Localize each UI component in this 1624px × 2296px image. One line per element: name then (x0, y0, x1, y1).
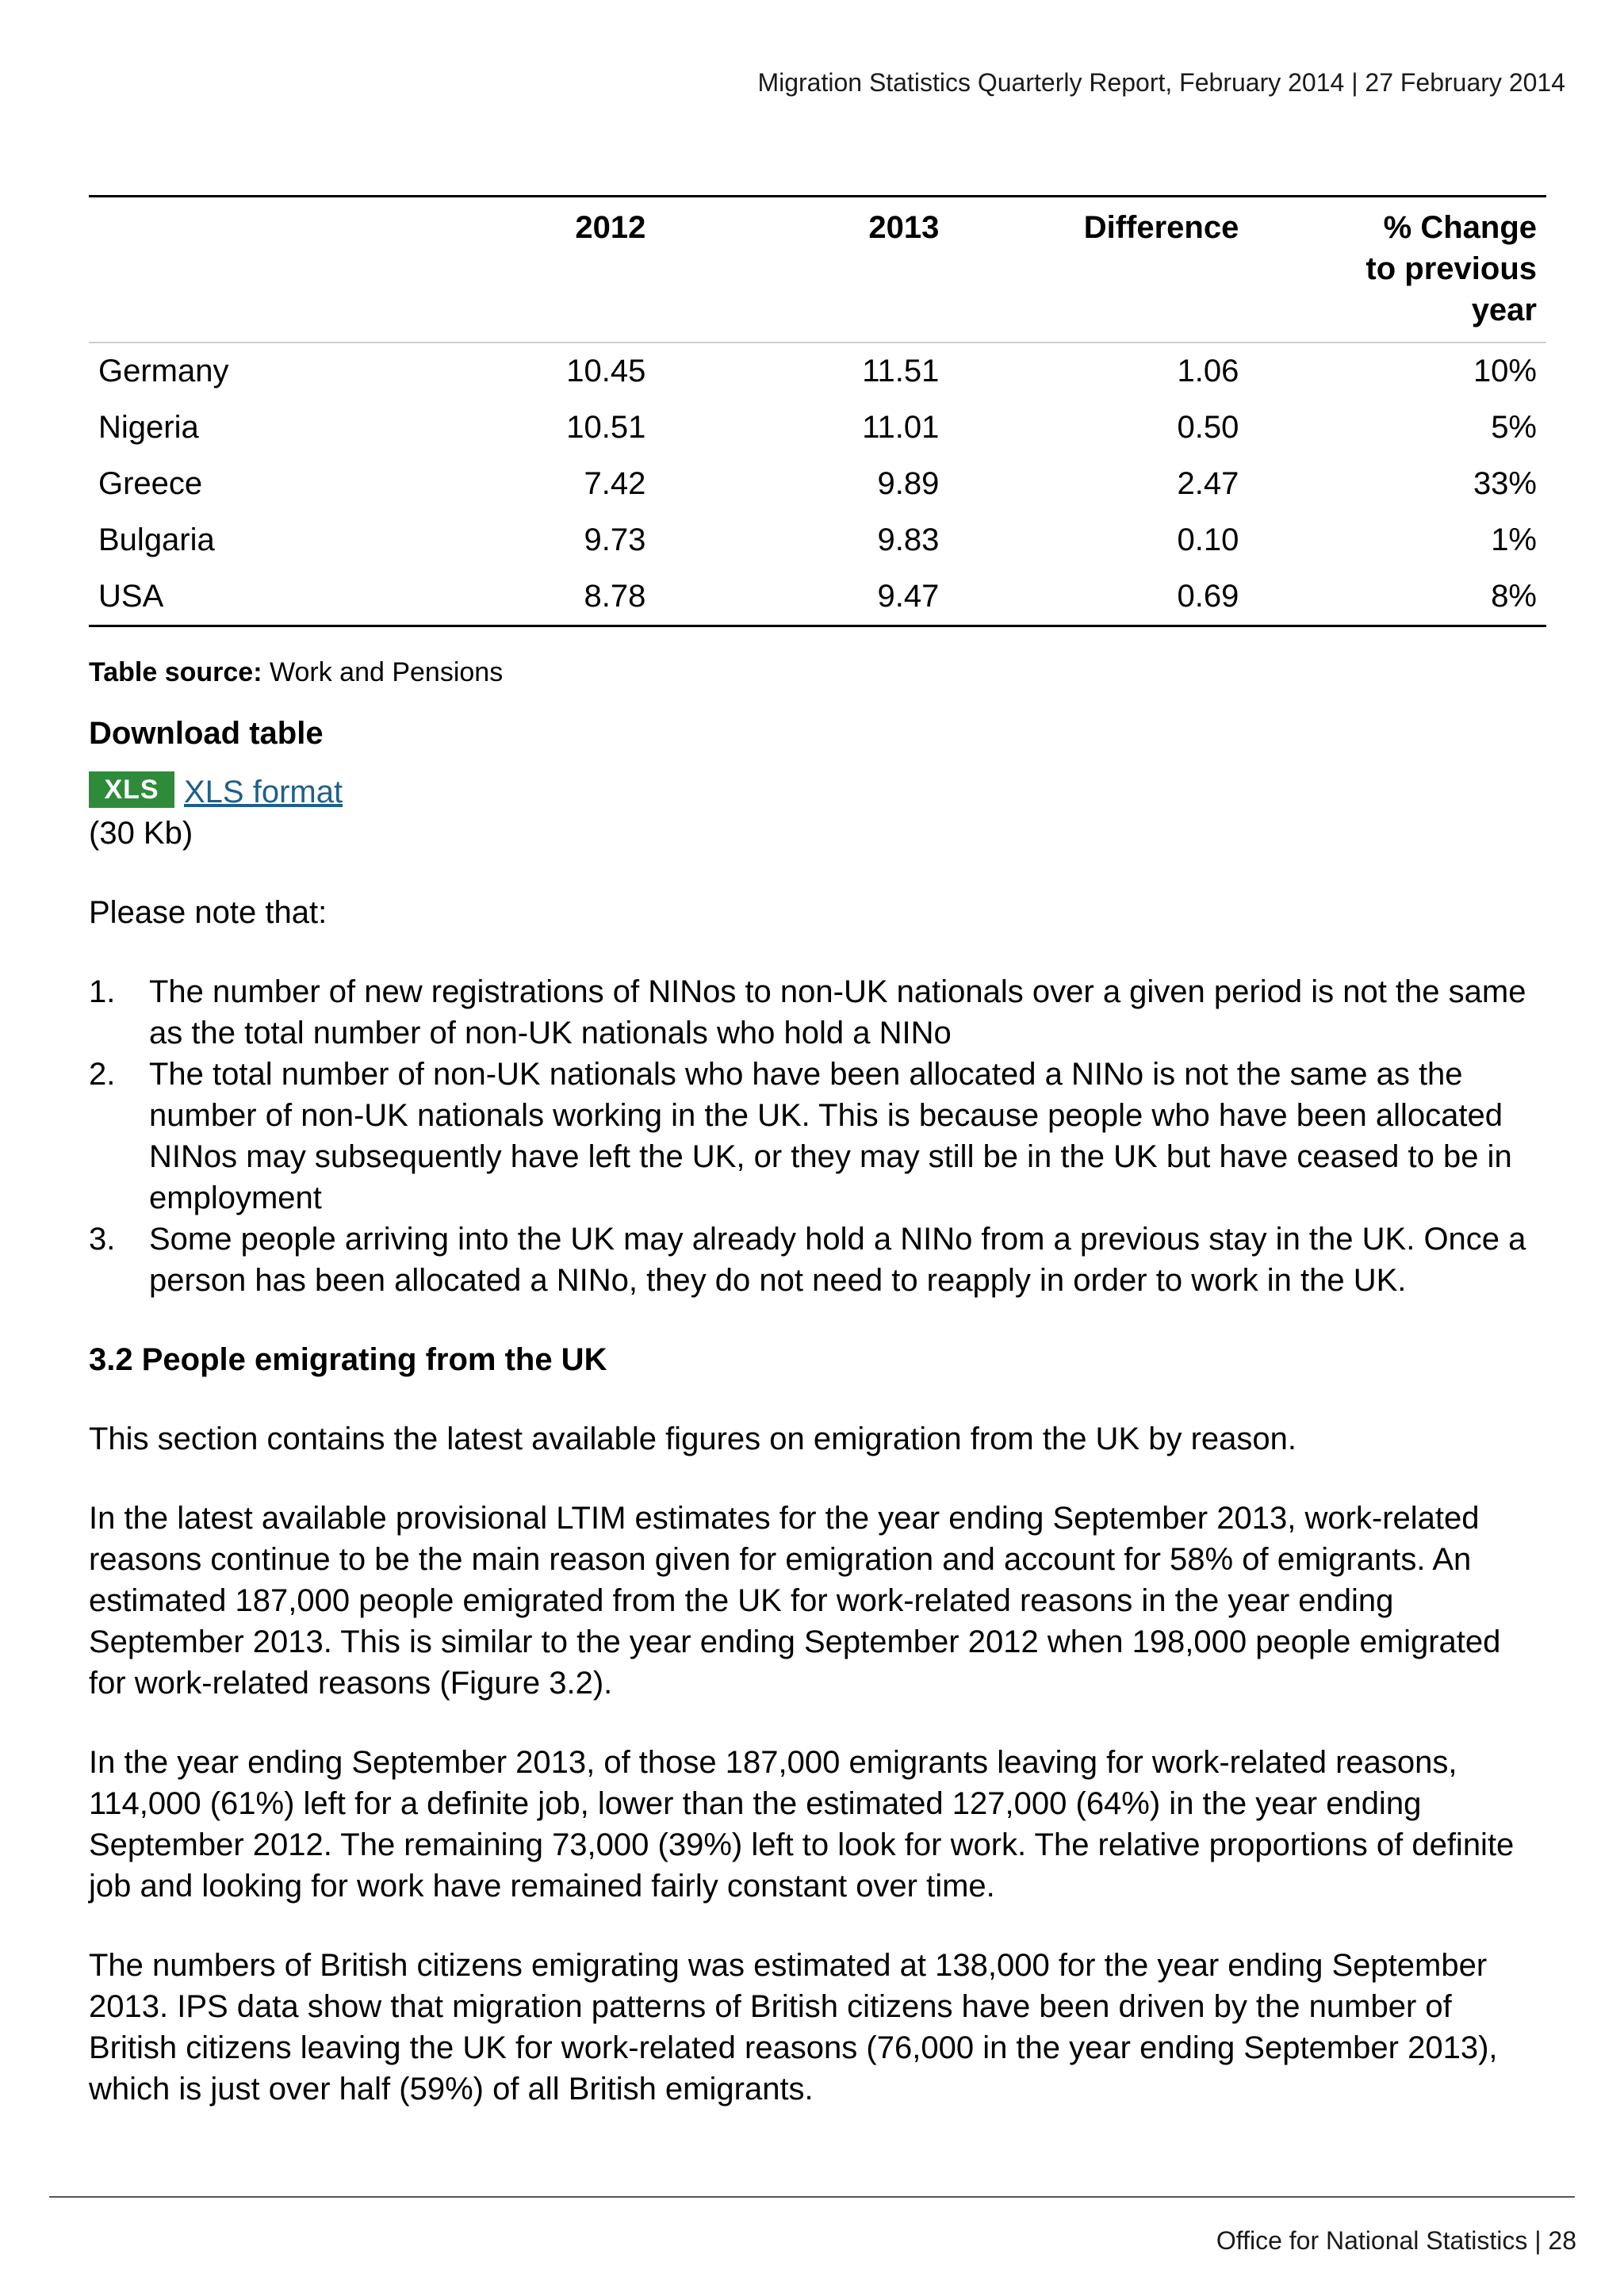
table-source-text: Work and Pensions (270, 657, 504, 687)
cell-2012: 10.51 (566, 410, 646, 445)
cell-2013: 9.83 (877, 522, 940, 557)
section-heading: 3.2 People emigrating from the UK (89, 1342, 607, 1377)
cell-2012: 10.45 (566, 354, 646, 388)
list-item-number: 3. (89, 1222, 116, 1257)
table-source-label: Table source: (89, 657, 262, 687)
list-item (89, 1054, 1546, 1219)
cell-2013: 11.01 (862, 410, 940, 445)
list-item-text: The number of new registrations of NINos to non-UK nationals over a given period is not the same as the total number of non-UK nationals who hold a NINo (149, 974, 1526, 1050)
table-row (89, 342, 1546, 400)
cell-difference: 0.69 (1177, 579, 1239, 614)
cell-difference: 2.47 (1177, 466, 1239, 501)
column-header-pct-change-text: % Change to previous year (1365, 210, 1537, 327)
column-header-2013: 2013 (655, 197, 948, 343)
cell-difference: 0.10 (1177, 522, 1239, 557)
table-row (89, 400, 1546, 456)
paragraph: In the latest available provisional LTIM estimates for the year ending September 2013, work-related reasons continue to be the main reason given for emigration and account for 58% of emigrants. An estimated 187,000 people emigrated from the UK for work-related reasons in the year ending September 2013. This is similar to the year ending September 2012 when 198,000 people emigrated for work-related reasons (Figure 3.2). (89, 1501, 1501, 1701)
column-header-pct-change (1248, 197, 1546, 343)
cell-pct-change: 1% (1491, 522, 1537, 557)
column-header-difference: Difference (948, 197, 1248, 343)
download-xls-row (89, 770, 1546, 813)
column-header-label (89, 197, 362, 343)
list-item-text: The total number of non-UK nationals who have been allocated a NINo is not the same as the number of non-UK nationals working in the UK. This is because people who have been allocated NINos may subsequently have left the UK, or they may still be in the UK but have ceased to be in employment (149, 1057, 1512, 1215)
table-row (89, 456, 1546, 512)
notes-intro: Please note that: (89, 895, 327, 930)
footer-divider (49, 2196, 1575, 2198)
row-label: Bulgaria (98, 522, 215, 557)
running-header: Migration Statistics Quarterly Report, February 2014 | 27 February 2014 (757, 68, 1565, 97)
list-item-number: 2. (89, 1057, 116, 1092)
list-item (89, 971, 1546, 1054)
page-content (89, 195, 1546, 2110)
row-label: Greece (98, 466, 203, 501)
page-footer: Office for National Statistics | 28 (1216, 2226, 1576, 2255)
row-label: USA (98, 579, 164, 614)
file-size: (30 Kb) (89, 816, 193, 851)
cell-2013: 9.47 (877, 579, 940, 614)
list-item (89, 1219, 1546, 1301)
cell-2012: 7.42 (584, 466, 646, 501)
cell-2012: 8.78 (584, 579, 646, 614)
xls-file-icon[interactable]: XLS (89, 771, 174, 808)
table-header-row (89, 197, 1546, 343)
cell-pct-change: 8% (1491, 579, 1537, 614)
cell-difference: 1.06 (1177, 354, 1239, 388)
paragraph: The numbers of British citizens emigrating was estimated at 138,000 for the year ending September 2013. IPS data show that migration patterns of British citizens have been driven by the number of British citizens leaving the UK for work-related reasons (76,000 in the year ending September 2013), which is just over half (59%) of all British emigrants. (89, 1948, 1498, 2107)
cell-pct-change: 5% (1491, 410, 1537, 445)
cell-2013: 9.89 (877, 466, 940, 501)
row-label: Germany (98, 354, 229, 388)
list-item-number: 1. (89, 974, 116, 1009)
paragraph: This section contains the latest available figures on emigration from the UK by reason. (89, 1422, 1297, 1456)
cell-pct-change: 33% (1473, 466, 1537, 501)
column-header-2012: 2012 (362, 197, 655, 343)
list-item-text: Some people arriving into the UK may already hold a NINo from a previous stay in the UK. Once a person has been allocated a NINo, they do not need to reapply in order to work in the UK. (149, 1222, 1526, 1298)
download-table-heading: Download table (89, 716, 324, 751)
paragraph: In the year ending September 2013, of those 187,000 emigrants leaving for work-related reasons, 114,000 (61%) left for a definite job, lower than the estimated 127,000 (64%) in the year ending September 2012. The remaining 73,000 (39%) left to look for work. The relative proportions of definite job and looking for work have remained fairly constant over time. (89, 1745, 1515, 1904)
cell-2013: 11.51 (862, 354, 940, 388)
xls-download-link[interactable]: XLS format (184, 775, 343, 809)
notes-list (89, 971, 1546, 1301)
cell-2012: 9.73 (584, 522, 646, 557)
table-row (89, 512, 1546, 568)
table-row (89, 568, 1546, 626)
table-source (89, 656, 1546, 689)
cell-difference: 0.50 (1177, 410, 1239, 445)
row-label: Nigeria (98, 410, 199, 445)
nino-registrations-table (89, 195, 1546, 627)
cell-pct-change: 10% (1473, 354, 1537, 388)
